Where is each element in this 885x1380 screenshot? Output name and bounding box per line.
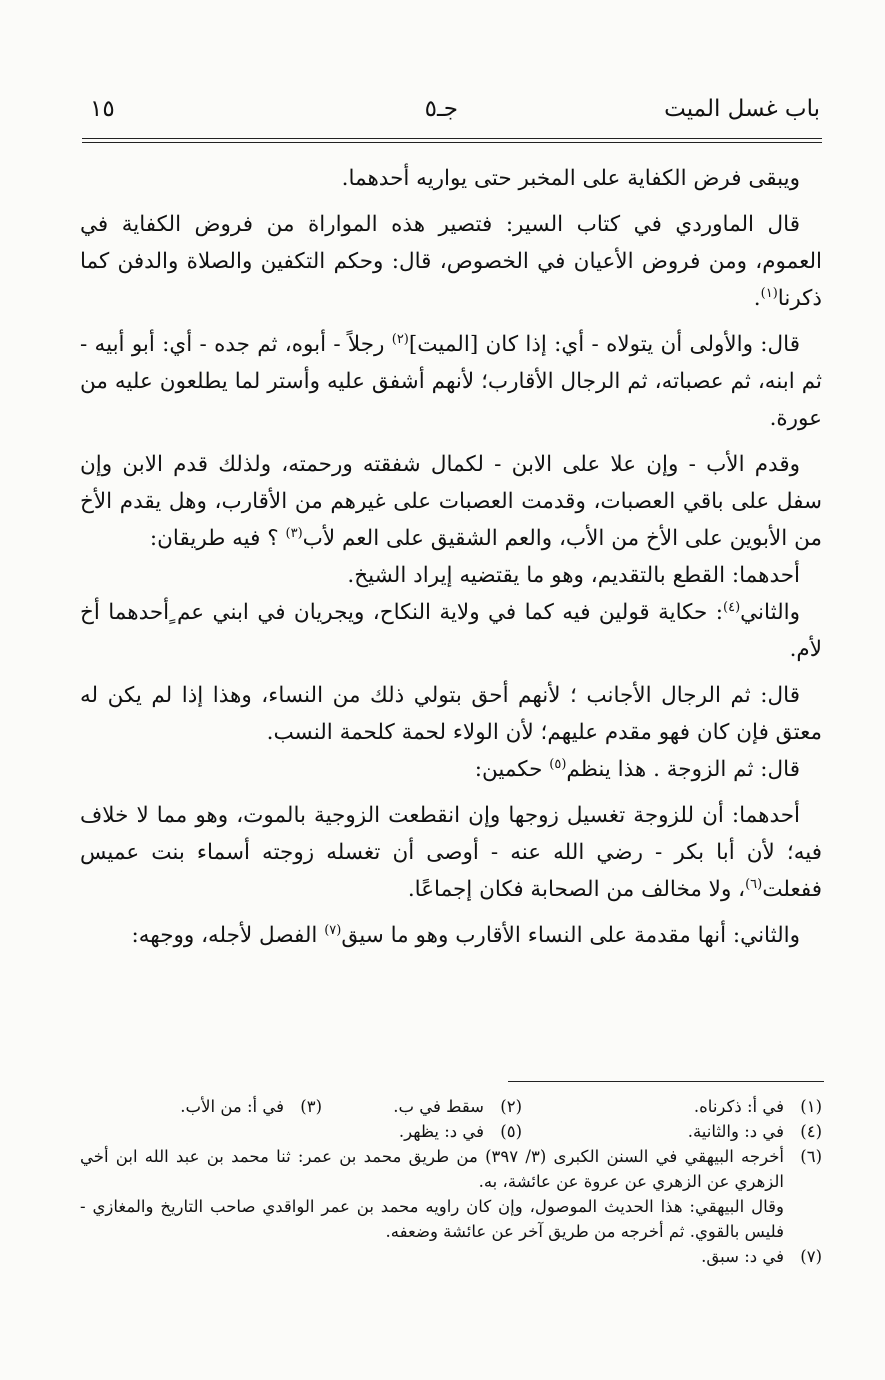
footnote-separator xyxy=(508,1081,824,1082)
footnote-ref: (٥) xyxy=(549,756,567,772)
header-rule-thin xyxy=(82,142,822,143)
page-number: ١٥ xyxy=(90,96,115,122)
paragraph: والثاني: أنها مقدمة على النساء الأقارب وهو ما سيق$^{(٧)}$ الفصل لأجله، ووجهه: xyxy=(131,922,800,948)
paragraph: قال: والأولى أن يتولاه - أي: إذا كان [الميت]$^{(٢)}$ رجلاً - أبوه، ثم جده - أي: أبو أبيه - ثم ابنه، ثم عصباته، ثم الرجال الأقارب؛ لأنهم أشفق عليه وأستر لما يطلعون عليه من عورة. xyxy=(80,331,822,431)
running-header xyxy=(80,96,820,136)
footnote-ref: (٧) xyxy=(324,922,342,938)
paragraph: قال الماوردي في كتاب السير: فتصير هذه المواراة من فروض الكفاية في العموم، ومن فروض الأعيان في الخصوص، قال: وحكم التكفين والصلاة والدفن كما ذكرنا$^{(١)}$. xyxy=(80,212,822,311)
footnote-ref: (٢) xyxy=(391,331,409,347)
footnote-7: (٧) في د: سبق. xyxy=(701,1247,822,1266)
footnote-1: (١) في أ: ذكرناه. xyxy=(693,1097,822,1116)
paragraph: وقدم الأب - وإن علا على الابن - لكمال شفقته ورحمته، ولذلك قدم الابن وإن سفل على باقي العصبات، وقدمت العصبات على غيرهم من الأقارب، وهل يقدم الأخ من الأبوين على الأخ من الأب، والعم الشقيق على العم لأب$^{(٣)}$ ؟ فيه طريقان: xyxy=(80,452,822,551)
footnote-6-continuation: وقال البيهقي: هذا الحديث الموصول، وإن كان راويه محمد بن عمر الواقدي صاحب التاريخ والمغازي - فليس بالقوي. ثم أخرجه من طريق آخر عن عائشة وضعفه. xyxy=(80,1197,784,1241)
footnote-2: (٢) سقط في ب. xyxy=(393,1097,522,1116)
paragraph: والثاني$^{(٤)}$: حكاية قولين فيه كما في ولاية النكاح، ويجريان في ابني عم ٍأحدهما أخ لأم. xyxy=(80,599,822,662)
footnote-5: (٥) في د: يظهر. xyxy=(398,1122,522,1141)
paragraph: أحدهما: أن للزوجة تغسيل زوجها وإن انقطعت الزوجية بالموت، وهو مما لا خلاف فيه؛ لأن أبا بكر - رضي الله عنه - أوصى أن تغسله زوجته أسماء بنت عميس ففعلت$^{(٦)}$، ولا مخالف من الصحابة فكان إجماعًا. xyxy=(80,803,822,902)
chapter-title: باب غسل الميت xyxy=(664,96,820,122)
footnote-ref: (٤) xyxy=(723,599,741,615)
footnote-6: (٦) أخرجه البيهقي في السنن الكبرى (٣/ ٣٩٧) من طريق محمد بن عمر: ثنا محمد بن عبد الله ابن أخي الزهري عن الزهري عن عروة عن عائشة، به. xyxy=(80,1147,822,1191)
footnote-row xyxy=(80,1094,822,1119)
paragraph: ويبقى فرض الكفاية على المخبر حتى يواريه أحدهما. xyxy=(341,166,800,191)
paragraph: أحدهما: القطع بالتقديم، وهو ما يقتضيه إيراد الشيخ. xyxy=(347,563,800,588)
volume-label: جـ٥ xyxy=(424,96,458,122)
footnote-row xyxy=(80,1119,822,1144)
footnote-3: (٣) في أ: من الأب. xyxy=(180,1097,322,1116)
footnote-4: (٤) في د: والثانية. xyxy=(687,1122,822,1141)
footnote-ref: (١) xyxy=(760,285,778,301)
header-rule xyxy=(82,138,822,139)
footnote-ref: (٦) xyxy=(745,876,763,892)
footnote-ref: (٣) xyxy=(285,525,303,541)
paragraph: قال: ثم الرجال الأجانب ؛ لأنهم أحق بتولي ذلك من النساء، وهذا إذا لم يكن له معتق فإن كان فهو مقدم عليهم؛ لأن الولاء لحمة كلحمة النسب. xyxy=(80,683,822,745)
paragraph: قال: ثم الزوجة . هذا ينظم$^{(٥)}$ حكمين: xyxy=(474,756,800,782)
footnotes xyxy=(80,1094,822,1269)
main-text xyxy=(80,160,822,963)
